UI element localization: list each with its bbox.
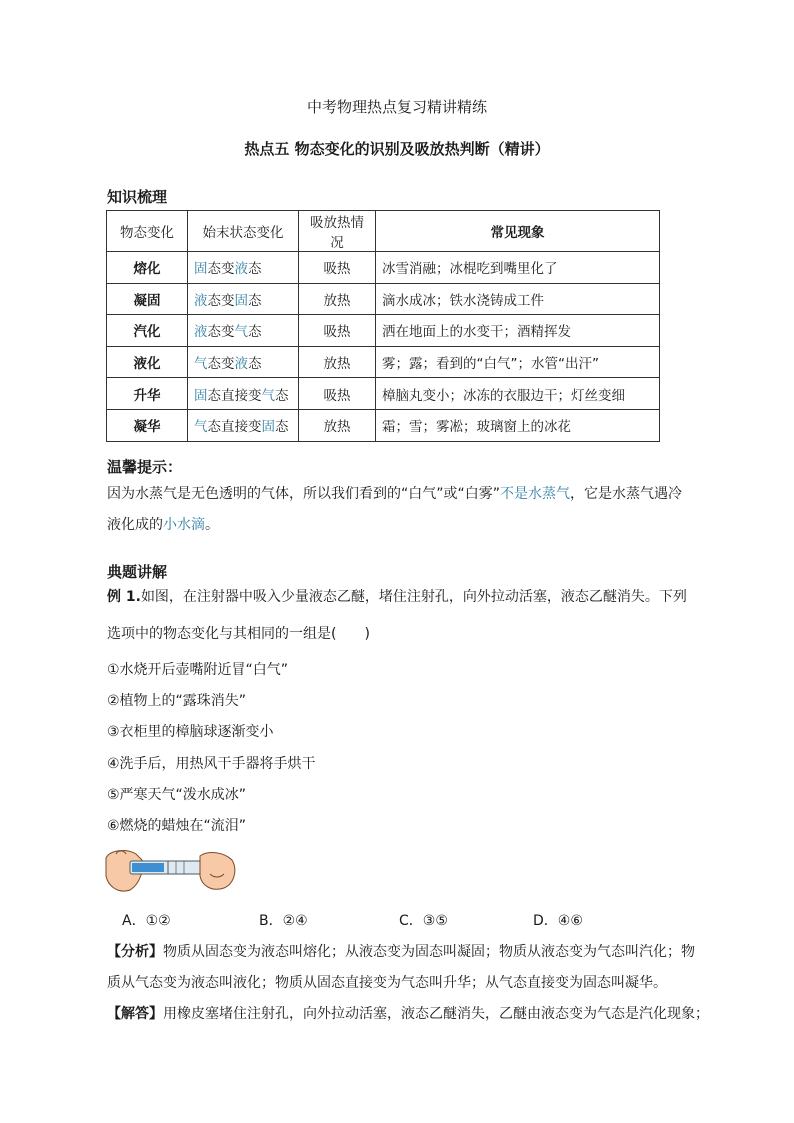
state-connector: 态直接变 [207,387,262,404]
cell-state-change [188,378,299,410]
state-end: 固 [261,419,275,436]
document-title: 中考物理热点复习精讲精练 [306,98,487,116]
cell-process: 升华 [107,378,188,410]
table-row [107,378,660,410]
state-start: 固 [194,261,208,278]
state-start: 气 [194,356,208,373]
state-start: 液 [194,292,208,309]
column-header: 常见现象 [376,211,660,252]
state-end: 气 [234,324,248,341]
state-suffix: 态 [248,356,262,373]
column-header: 吸放热情况 [299,211,376,252]
table-row [107,409,660,441]
state-connector: 态变 [207,324,235,341]
cell-heat: 吸热 [299,378,376,410]
state-connector: 态直接变 [207,419,262,436]
state-start: 液 [194,324,208,341]
list-item: ③衣柜里的樟脑球逐渐变小 [107,724,274,740]
question-line: 选项中的物态变化与其相同的一组是( ) [107,626,370,642]
state-suffix: 态 [248,324,262,341]
table-header-row [107,211,660,252]
tip-paragraph [107,479,692,541]
cell-heat: 放热 [299,346,376,378]
cell-state-change [188,346,299,378]
state-end: 液 [234,261,248,278]
tip-text: 。 [205,517,219,533]
option-c[interactable]: C．③⑤ [399,913,448,929]
state-start: 固 [194,387,208,404]
cell-phenomenon: 樟脑丸变小；冰冻的衣服边干；灯丝变细 [376,378,660,410]
table-row [107,252,660,284]
list-item: ⑥燃烧的蜡烛在“流泪” [107,818,247,834]
example-label: 例 1. [107,589,141,605]
list-item: ②植物上的“露珠消失” [107,693,247,709]
tip-highlight: 不是水蒸气 [500,486,571,502]
list-item: ⑤严寒天气“泼水成冰” [107,787,247,803]
section-heading-example: 典题讲解 [107,563,168,581]
analysis-label: 【分析】 [107,944,163,960]
cell-process: 汽化 [107,315,188,347]
cell-process: 熔化 [107,252,188,284]
section-heading-tip: 温馨提示： [107,458,183,476]
column-header: 物态变化 [107,211,188,252]
state-suffix: 态 [248,261,262,278]
analysis-line [107,941,695,961]
syringe-illustration [104,844,238,894]
list-item: ④洗手后，用热风干手器将手烘干 [107,756,316,772]
state-suffix: 态 [275,419,289,436]
state-end: 气 [261,387,275,404]
cell-heat: 放热 [299,409,376,441]
table-row [107,346,660,378]
document-subtitle: 热点五 物态变化的识别及吸放热判断（精讲） [244,140,550,158]
answer-text: 用橡皮塞堵住注射孔，向外拉动活塞，液态乙醚消失，乙醚由液态变为气态是汽化现象； [163,1006,709,1022]
cell-phenomenon: 冰雪消融；冰棍吃到嘴里化了 [376,252,660,284]
state-end: 固 [234,292,248,309]
table-body [107,252,660,442]
tip-highlight: 小水滴 [163,517,205,533]
cell-state-change [188,315,299,347]
question-line [107,586,687,606]
cell-state-change [188,252,299,284]
option-d[interactable]: D．④⑥ [533,913,583,929]
state-end: 液 [234,356,248,373]
cell-heat: 吸热 [299,315,376,347]
cell-phenomenon: 洒在地面上的水变干；酒精挥发 [376,315,660,347]
cell-state-change [188,409,299,441]
list-item: ①水烧开后壶嘴附近冒“白气” [107,662,289,678]
cell-process: 凝固 [107,283,188,315]
cell-phenomenon: 滴水成冰；铁水浇铸成工件 [376,283,660,315]
state-connector: 态变 [207,292,235,309]
table-row [107,315,660,347]
table-row [107,283,660,315]
cell-heat: 吸热 [299,252,376,284]
cell-process: 液化 [107,346,188,378]
state-connector: 态变 [207,261,235,278]
knowledge-table [106,210,660,442]
analysis-text: 物质从固态变为液态叫熔化；从液态变为固态叫凝固；物质从液态变为气态叫汽化；物 [163,944,695,960]
cell-phenomenon: 霜；雪；雾凇；玻璃窗上的冰花 [376,409,660,441]
question-text: 如图，在注射器中吸入少量液态乙醚，堵住注射孔，向外拉动活塞，液态乙醚消失。下列 [140,589,687,605]
answer-line [107,1003,709,1023]
cell-phenomenon: 雾；露；看到的“白气”；水管“出汗” [376,346,660,378]
tip-text: 因为水蒸气是无色透明的气体，所以我们看到的“白气”或“白雾” [107,486,501,502]
state-suffix: 态 [248,292,262,309]
analysis-line: 质从气态变为液态叫液化；物质从固态直接变为气态叫升华；从气态直接变为固态叫凝华。 [107,975,667,991]
cell-process: 凝华 [107,409,188,441]
answer-label: 【解答】 [107,1006,163,1022]
option-a[interactable]: A．①② [122,913,171,929]
state-suffix: 态 [275,387,289,404]
cell-heat: 放热 [299,283,376,315]
state-connector: 态变 [207,356,235,373]
option-b[interactable]: B．②④ [259,913,308,929]
cell-state-change [188,283,299,315]
tip-text: ，它是水蒸气遇冷液化成的 [107,486,683,533]
state-start: 气 [194,419,208,436]
column-header: 始末状态变化 [188,211,299,252]
section-heading-knowledge: 知识梳理 [107,188,168,206]
